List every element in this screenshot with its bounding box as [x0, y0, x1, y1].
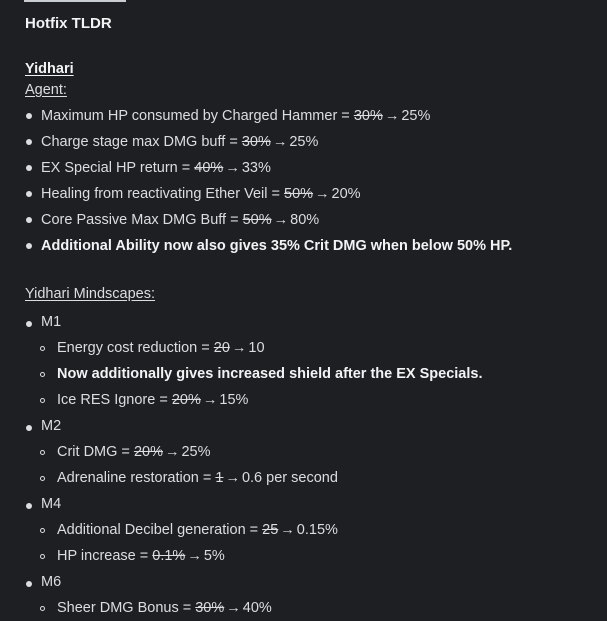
bullet-icon: [26, 217, 32, 223]
arrow-icon: →: [225, 470, 240, 486]
agent-bold-note: Additional Ability now also gives 35% Crit DMG when below 50% HP.: [41, 238, 513, 254]
change-label: Maximum HP consumed by Charged Hammer =: [41, 108, 354, 124]
old-value: 40%: [194, 160, 224, 176]
old-value: 30%: [241, 134, 271, 150]
change-label: Energy cost reduction =: [57, 340, 214, 356]
list-item: [57, 520, 338, 540]
old-value: 20%: [171, 392, 201, 408]
list-item: [57, 598, 272, 618]
bullet-icon: [26, 503, 32, 509]
old-value: 0.1%: [152, 548, 186, 564]
change-label: Additional Decibel generation =: [57, 522, 263, 538]
mindscape-name: M6: [41, 574, 62, 590]
list-item: [57, 390, 248, 410]
arrow-icon: →: [225, 160, 240, 176]
sub-bullet-icon: [40, 372, 45, 377]
bullet-icon: [26, 139, 32, 145]
arrow-icon: →: [384, 108, 400, 124]
old-value: 20%: [133, 444, 163, 460]
bullet-icon: [26, 425, 32, 431]
mindscapes-heading: Yidhari Mindscapes:: [25, 286, 156, 302]
old-value: 50%: [242, 212, 272, 228]
arrow-icon: →: [202, 392, 218, 408]
mindscape-name: M2: [41, 418, 62, 434]
arrow-icon: →: [231, 340, 247, 356]
new-value: 25%: [289, 134, 319, 150]
change-label: Core Passive Max DMG Buff =: [41, 212, 243, 228]
bullet-icon: [26, 581, 32, 587]
arrow-icon: →: [280, 522, 295, 538]
arrow-icon: →: [187, 548, 202, 564]
sub-bullet-icon: [40, 450, 45, 455]
arrow-icon: →: [164, 444, 180, 460]
new-value: 25%: [181, 444, 211, 460]
old-value: 30%: [195, 600, 225, 616]
new-value: 20%: [331, 186, 361, 202]
change-label: Crit DMG =: [57, 444, 134, 460]
new-value: 0.6 per second: [241, 470, 338, 486]
old-value: 50%: [284, 186, 314, 202]
new-value: 5%: [203, 548, 225, 564]
change-label: Sheer DMG Bonus =: [57, 600, 196, 616]
old-value: 25: [262, 522, 279, 538]
sub-bullet-icon: [40, 554, 45, 559]
change-label: Ice RES Ignore =: [57, 392, 172, 408]
bullet-icon: [26, 113, 32, 119]
bullet-icon: [26, 321, 32, 327]
new-value: 10: [248, 340, 265, 356]
sub-bullet-icon: [40, 346, 45, 351]
change-label: EX Special HP return =: [41, 160, 195, 176]
list-item: [57, 338, 265, 358]
mindscape-name: M1: [41, 314, 62, 330]
new-value: 25%: [401, 108, 431, 124]
list-item: [57, 468, 338, 488]
old-value: 1: [215, 470, 224, 486]
arrow-icon: →: [273, 212, 289, 228]
new-value: 33%: [241, 160, 271, 176]
new-value: 0.15%: [296, 522, 338, 538]
sub-bullet-icon: [40, 606, 45, 611]
bullet-icon: [26, 165, 32, 171]
list-item: [57, 442, 211, 462]
sub-bullet-icon: [40, 528, 45, 533]
sub-bullet-icon: [40, 476, 45, 481]
change-label: Charge stage max DMG buff =: [41, 134, 242, 150]
change-label: Adrenaline restoration =: [57, 470, 216, 486]
bullet-icon: [26, 243, 32, 249]
change-label: Healing from reactivating Ether Veil =: [41, 186, 284, 202]
mindscape-name: M4: [41, 496, 62, 512]
new-value: 40%: [242, 600, 272, 616]
list-item: [57, 546, 225, 566]
arrow-icon: →: [315, 186, 330, 202]
agent-section-heading: Agent:: [25, 82, 67, 98]
list-item: Now additionally gives increased shield after the EX Specials.: [57, 366, 483, 382]
page-title: Hotfix TLDR: [25, 15, 112, 32]
old-value: 20: [213, 340, 230, 356]
new-value: 80%: [290, 212, 320, 228]
old-value: 30%: [353, 108, 383, 124]
arrow-icon: →: [272, 134, 288, 150]
change-label: HP increase =: [57, 548, 153, 564]
new-value: 15%: [219, 392, 249, 408]
arrow-icon: →: [226, 600, 241, 616]
sub-bullet-icon: [40, 398, 45, 403]
bullet-icon: [26, 191, 32, 197]
top-code-fragment: [24, 0, 126, 2]
agent-name-heading: Yidhari: [25, 61, 74, 77]
